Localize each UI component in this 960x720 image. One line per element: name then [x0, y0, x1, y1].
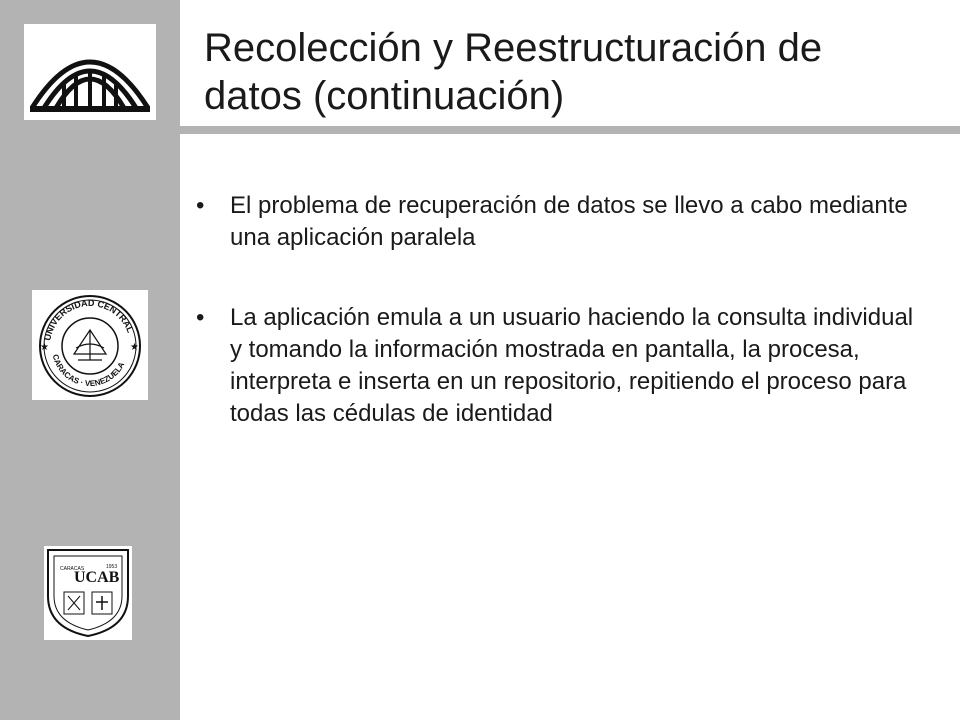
bullet-dot-icon: •	[196, 192, 205, 219]
seal-icon	[32, 290, 148, 400]
ucv-dome-logo	[24, 24, 156, 120]
svg-text:UNIVERSIDAD CENTRAL	[42, 298, 135, 341]
slide-title: Recolección y Reestructuración de datos (continuación)	[204, 26, 823, 118]
bullet-item	[196, 190, 916, 254]
ucab-letters: UCAB	[74, 569, 120, 586]
seal-top-text: UNIVERSIDAD CENTRAL	[42, 297, 136, 342]
ucab-shield-logo	[44, 546, 132, 640]
shield-icon	[44, 546, 132, 640]
svg-text:★: ★	[40, 342, 49, 353]
title-divider	[180, 126, 960, 134]
sidebar	[0, 0, 180, 720]
bullet-list	[196, 190, 916, 478]
bullet-text: El problema de recuperación de datos se llevo a cabo mediante una aplicación paralela	[230, 192, 908, 251]
bullet-item	[196, 302, 916, 430]
ucv-seal-logo	[32, 290, 148, 400]
svg-text:★: ★	[130, 342, 139, 353]
ucab-city: CARACAS	[60, 566, 85, 572]
bullet-text: La aplicación emula a un usuario haciendo la consulta individual y tomando la información mostrada en pantalla, la procesa, interpreta e inserta en un repositorio, repitiendo el proceso para todas las cédulas de identidad	[230, 304, 914, 427]
ucv-dome-icon	[24, 24, 156, 120]
bullet-dot-icon: •	[196, 304, 205, 331]
seal-bottom-text: CARACAS · VENEZUELA	[50, 353, 127, 389]
ucab-year: 1953	[106, 564, 118, 570]
